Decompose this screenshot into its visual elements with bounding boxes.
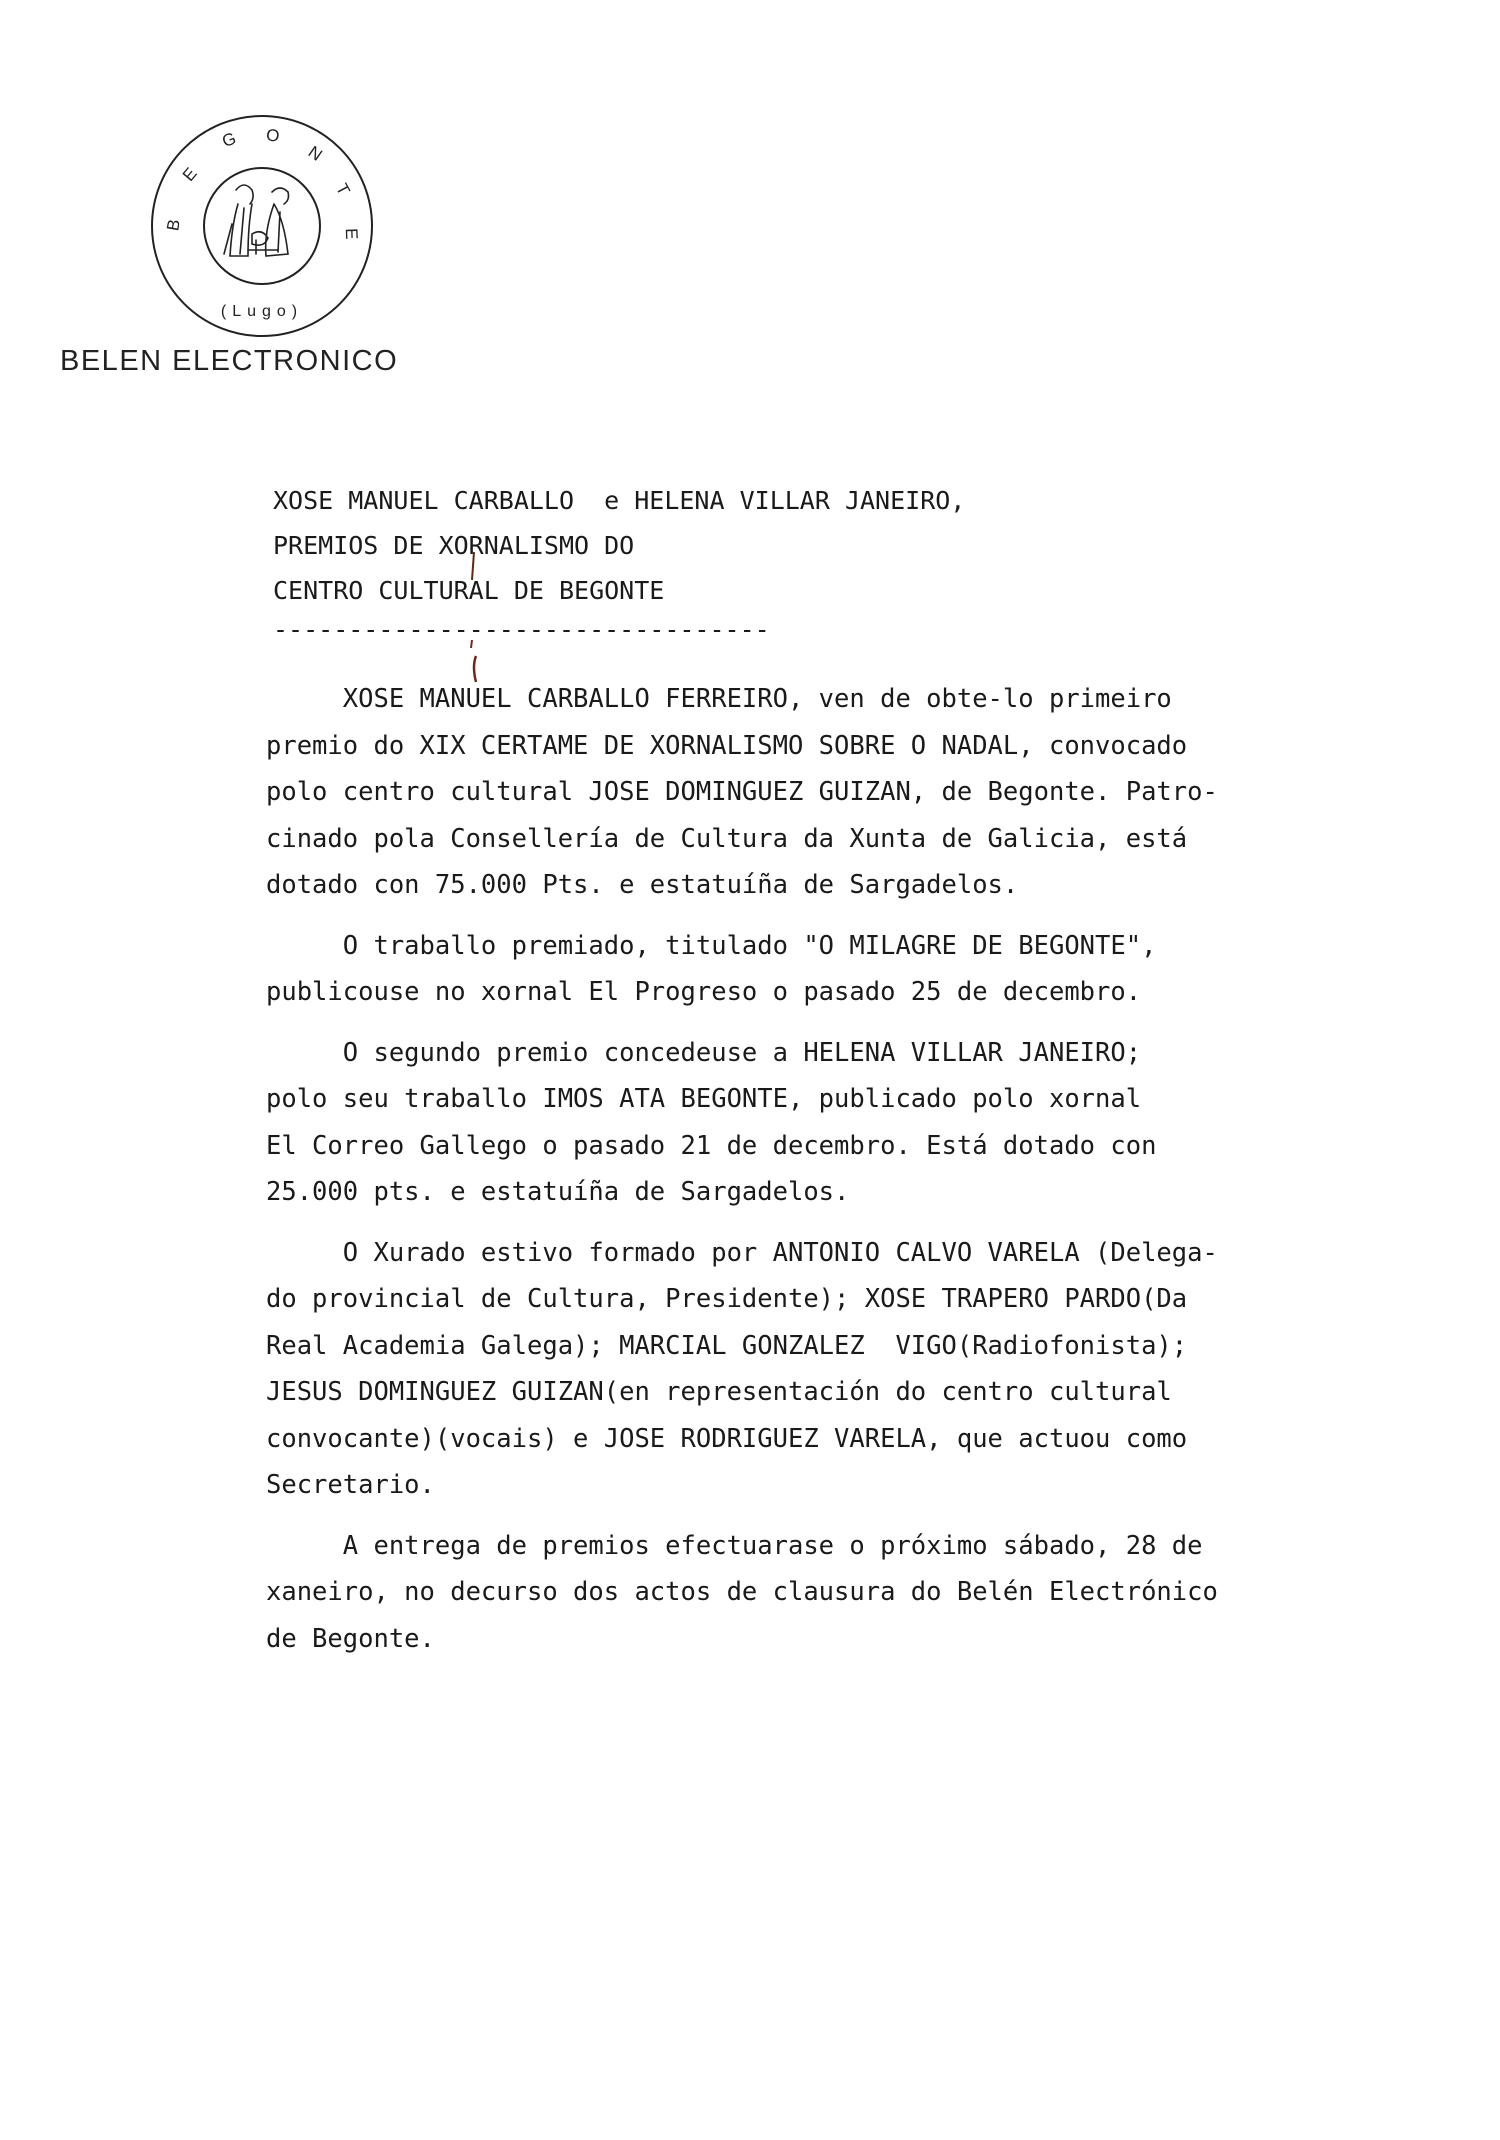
paragraph-line: dotado con 75.000 Pts. e estatuíña de Sargadelos. <box>266 870 1019 900</box>
paragraph-2 <box>266 923 1436 1016</box>
paragraph-line: JESUS DOMINGUEZ GUIZAN(en representación do centro cultural <box>266 1377 1172 1407</box>
ink-mark <box>466 548 506 688</box>
seal-letter: E <box>341 227 362 240</box>
heading-line: PREMIOS DE XORNALISMO DO <box>273 531 635 560</box>
seal-letter: B <box>163 217 184 233</box>
paragraph-line: XOSE MANUEL CARBALLO FERREIRO, ven de obte-lo primeiro <box>266 684 1172 714</box>
document-heading <box>273 478 965 645</box>
paragraph-line: 25.000 pts. e estatuíña de Sargadelos. <box>266 1177 850 1207</box>
paragraph-line: O Xurado estivo formado por ANTONIO CALVO VARELA (Delega- <box>266 1237 1218 1268</box>
seal-letter: T <box>332 180 354 199</box>
heading-underline: --------------------------------- <box>273 615 770 644</box>
paragraph-line: O segundo premio concedeuse a HELENA VILLAR JANEIRO; <box>266 1037 1142 1068</box>
paragraph-line: publicouse no xornal El Progreso o pasado 25 de decembro. <box>266 977 1142 1007</box>
paragraph-line: El Correo Gallego o pasado 21 de decembro. Está dotado con <box>266 1130 1157 1161</box>
paragraph-line: premio do XIX CERTAME DE XORNALISMO SOBRE O NADAL, convocado <box>266 730 1188 761</box>
seal-place: (Lugo) <box>220 303 304 320</box>
seal-letter: O <box>264 125 281 146</box>
paragraph-3 <box>266 1030 1436 1216</box>
paragraph-line: cinado pola Consellería de Cultura da Xunta de Galicia, está <box>266 823 1188 854</box>
document-body <box>266 676 1436 1676</box>
begonte-seal-logo <box>148 112 376 340</box>
paragraph-line: do provincial de Cultura, Presidente); XOSE TRAPERO PARDO(Da <box>266 1284 1188 1314</box>
paragraph-line: Real Academia Galega); MARCIAL GONZALEZ VIGO(Radiofonista); <box>266 1330 1188 1361</box>
paragraph-line: polo seu traballo IMOS ATA BEGONTE, publicado polo xornal <box>266 1084 1142 1114</box>
brand-title: BELEN ELECTRONICO <box>60 345 399 377</box>
paragraph-line: A entrega de premios efectuarase o próximo sábado, 28 de <box>266 1530 1203 1561</box>
seal-letter: N <box>304 142 326 165</box>
paragraph-line: polo centro cultural JOSE DOMINGUEZ GUIZAN, de Begonte. Patro- <box>266 777 1218 807</box>
seal-letter: E <box>178 164 201 185</box>
heading-line: XOSE MANUEL CARBALLO e HELENA VILLAR JANEIRO, <box>273 486 966 515</box>
paragraph-line: Secretario. <box>266 1470 435 1500</box>
heading-line: CENTRO CULTURAL DE BEGONTE <box>273 576 665 605</box>
seal-letter: G <box>219 128 239 152</box>
paragraph-line: xaneiro, no decurso dos actos de clausura do Belén Electrónico <box>266 1577 1218 1607</box>
paragraph-line: de Begonte. <box>266 1623 435 1654</box>
paragraph-1 <box>266 676 1436 909</box>
paragraph-4 <box>266 1230 1436 1509</box>
paragraph-line: O traballo premiado, titulado "O MILAGRE DE BEGONTE", <box>266 930 1157 961</box>
paragraph-line: convocante)(vocais) e JOSE RODRIGUEZ VARELA, que actuou como <box>266 1423 1188 1454</box>
paragraph-5 <box>266 1523 1436 1663</box>
